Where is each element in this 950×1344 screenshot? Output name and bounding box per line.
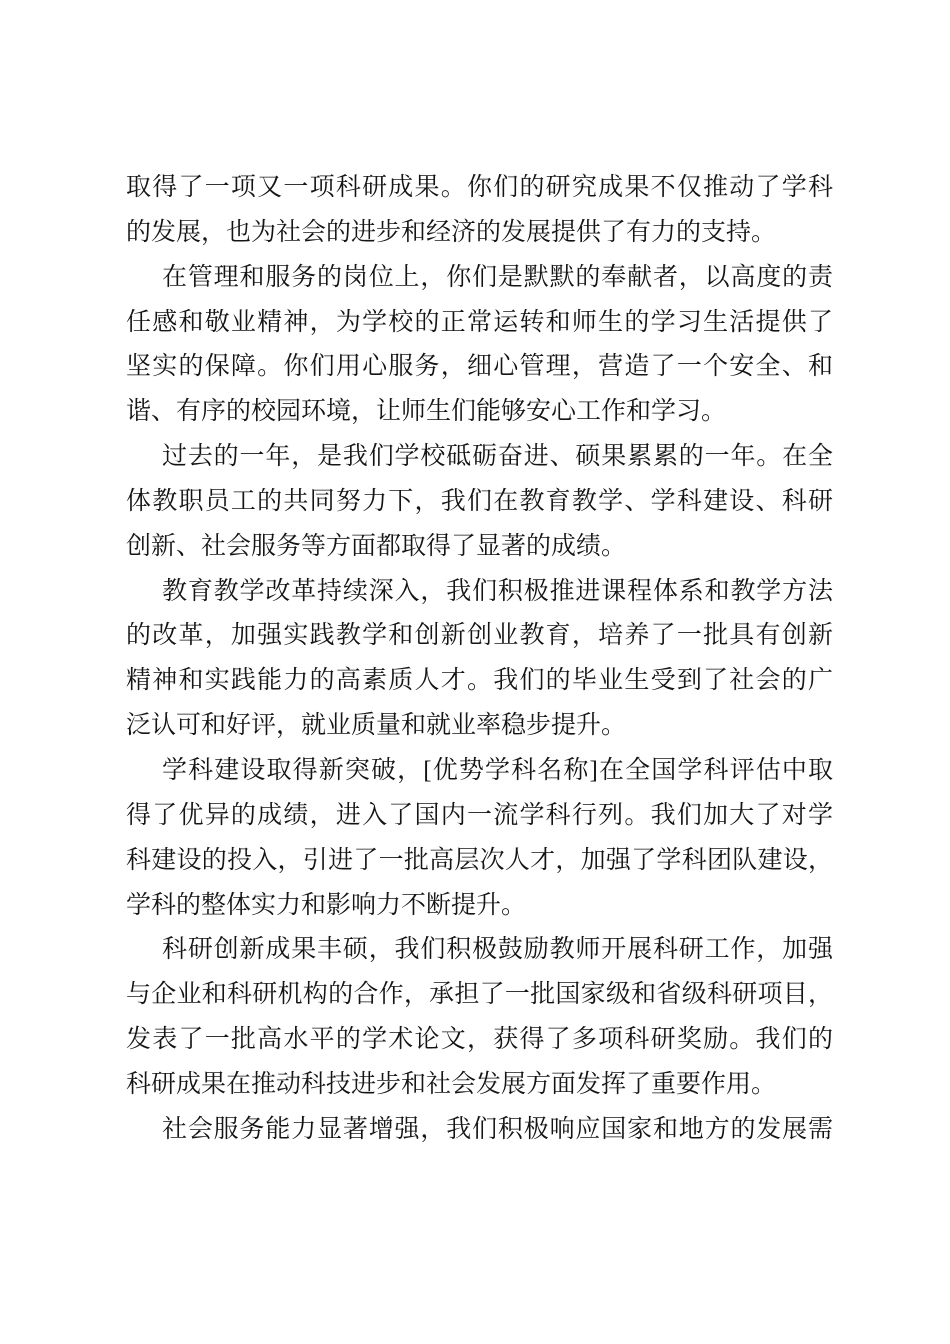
text-line: 任感和敬业精神，为学校的正常运转和师生的学习生活提供了 [126,308,833,336]
text-line: 科建设的投入，引进了一批高层次人才，加强了学科团队建设， [126,846,833,874]
paragraph [126,256,833,435]
text-line: 创新、社会服务等方面都取得了显著的成绩。 [126,532,627,560]
text-line: 谐、有序的校园环境，让师生们能够安心工作和学习。 [126,398,727,426]
text-line: 发表了一批高水平的学术论文，获得了多项科研奖励。我们的 [126,1026,833,1054]
text-line: 坚实的保障。你们用心服务，细心管理，营造了一个安全、和 [126,353,833,381]
paragraph [126,1108,833,1153]
text-line: 体教职员工的共同努力下，我们在教育教学、学科建设、科研 [126,487,833,515]
text-line: 教育教学改革持续深入，我们积极推进课程体系和教学方法 [162,577,833,605]
text-line: 精神和实践能力的高素质人才。我们的毕业生受到了社会的广 [126,667,833,695]
document-body [126,166,833,1153]
paragraph [126,166,833,256]
text-line: 过去的一年，是我们学校砥砺奋进、硕果累累的一年。在全 [162,443,833,471]
text-line: 取得了一项又一项科研成果。你们的研究成果不仅推动了学科 [126,174,833,201]
text-line: 社会服务能力显著增强，我们积极响应国家和地方的发展需 [162,1115,833,1143]
text-line: 科研成果在推动科技进步和社会发展方面发挥了重要作用。 [126,1070,777,1098]
text-line: 在管理和服务的岗位上，你们是默默的奉献者，以高度的责 [162,263,833,291]
paragraph [126,749,833,928]
paragraph [126,435,833,570]
text-line: 学科建设取得新突破，[优势学科名称]在全国学科评估中取 [162,756,833,784]
paragraph [126,928,833,1107]
paragraph [126,570,833,749]
text-line: 的发展，也为社会的进步和经济的发展提供了有力的支持。 [126,218,777,246]
text-line: 泛认可和好评，就业质量和就业率稳步提升。 [126,712,627,740]
text-line: 学科的整体实力和影响力不断提升。 [126,891,527,919]
text-line: 得了优异的成绩，进入了国内一流学科行列。我们加大了对学 [126,801,833,829]
text-line: 科研创新成果丰硕，我们积极鼓励教师开展科研工作，加强 [162,936,833,964]
text-line: 的改革，加强实践教学和创新创业教育，培养了一批具有创新 [126,622,833,650]
text-line: 与企业和科研机构的合作，承担了一批国家级和省级科研项目， [126,981,833,1009]
